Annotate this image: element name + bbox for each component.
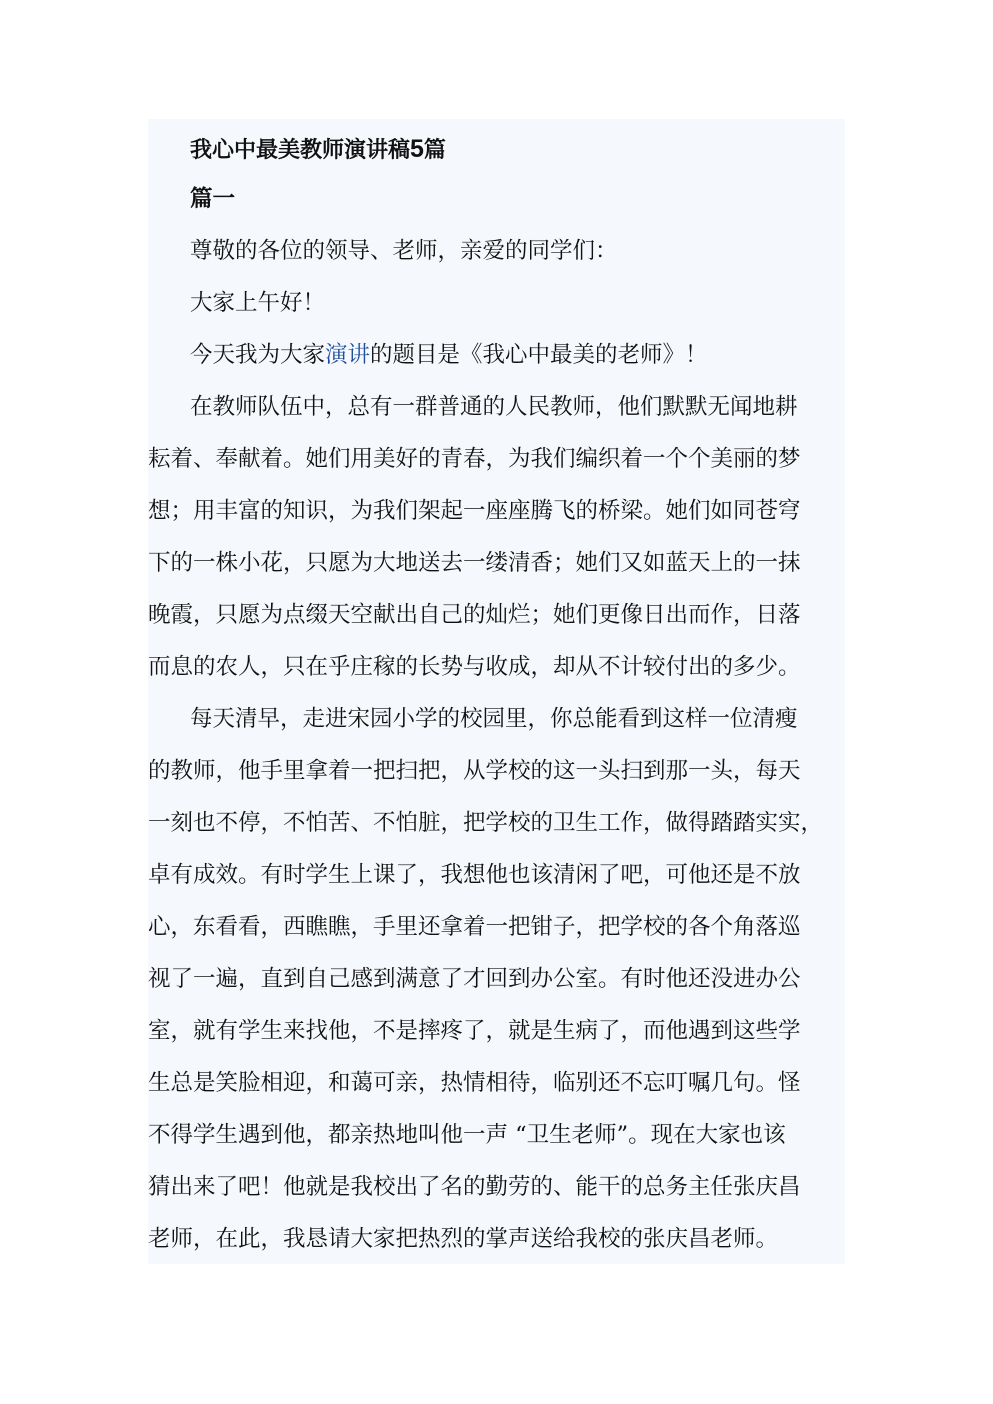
paragraph1-line: 而息的农人，只在乎庄稼的长势与收成，却从不计较付出的多少。: [148, 654, 801, 680]
paragraph2-line: 猜出来了吧！他就是我校出了名的勤劳的、能干的总务主任张庆昌: [148, 1174, 801, 1200]
intro-before: 今天我为大家: [190, 342, 326, 368]
paragraph2-line: 室，就有学生来找他，不是摔疼了，就是生病了，而他遇到这些学: [148, 1018, 801, 1044]
section-heading: 篇一: [190, 186, 236, 212]
paragraph2-line: 的教师，他手里拿着一把扫把，从学校的这一头扫到那一头，每天: [148, 758, 801, 784]
title-number: 5: [410, 135, 424, 163]
paragraph1-line: 下的一株小花，只愿为大地送去一缕清香；她们又如蓝天上的一抹: [148, 550, 801, 576]
paragraph1-line: 耘着、奉献着。她们用美好的青春，为我们编织着一个个美丽的梦: [148, 446, 801, 472]
paragraph1-line: 想；用丰富的知识，为我们架起一座座腾飞的桥梁。她们如同苍穹: [148, 498, 801, 524]
document-page: [148, 119, 845, 1264]
paragraph2-line: 每天清早，走进宋园小学的校园里，你总能看到这样一位清瘦: [190, 706, 798, 732]
document-title: [190, 134, 446, 165]
paragraph2-line: 不得学生遇到他，都亲热地叫他一声 “卫生老师”。现在大家也该: [148, 1122, 786, 1148]
greeting: 大家上午好！: [190, 290, 326, 316]
paragraph1-line: 晚霞，只愿为点缀天空献出自己的灿烂；她们更像日出而作，日落: [148, 602, 801, 628]
paragraph2-line: 卓有成效。有时学生上课了，我想他也该清闲了吧，可他还是不放: [148, 862, 801, 888]
paragraph2-line: 老师，在此，我恳请大家把热烈的掌声送给我校的张庆昌老师。: [148, 1226, 779, 1252]
paragraph1-line: 在教师队伍中，总有一群普通的人民教师，他们默默无闻地耕: [190, 394, 798, 420]
paragraph2-line: 心，东看看，西瞧瞧，手里还拿着一把钳子，把学校的各个角落巡: [148, 914, 801, 940]
paragraph2-line: 视了一遍，直到自己感到满意了才回到办公室。有时他还没进办公: [148, 966, 801, 992]
salutation: 尊敬的各位的领导、老师，亲爱的同学们：: [190, 238, 618, 264]
paragraph2-line: 生总是笑脸相迎，和蔼可亲，热情相待，临别还不忘叮嘱几句。怪: [148, 1070, 801, 1096]
title-suffix: 篇: [423, 137, 446, 163]
speech-link[interactable]: 演讲: [325, 342, 371, 368]
paragraph2-line: 一刻也不停，不怕苦、不怕脏，把学校的卫生工作，做得踏踏实实，: [148, 810, 824, 836]
intro-after: 的题目是《我心中最美的老师》！: [370, 342, 708, 368]
title-text: 我心中最美教师演讲稿: [190, 137, 411, 163]
intro-line: [190, 340, 708, 370]
